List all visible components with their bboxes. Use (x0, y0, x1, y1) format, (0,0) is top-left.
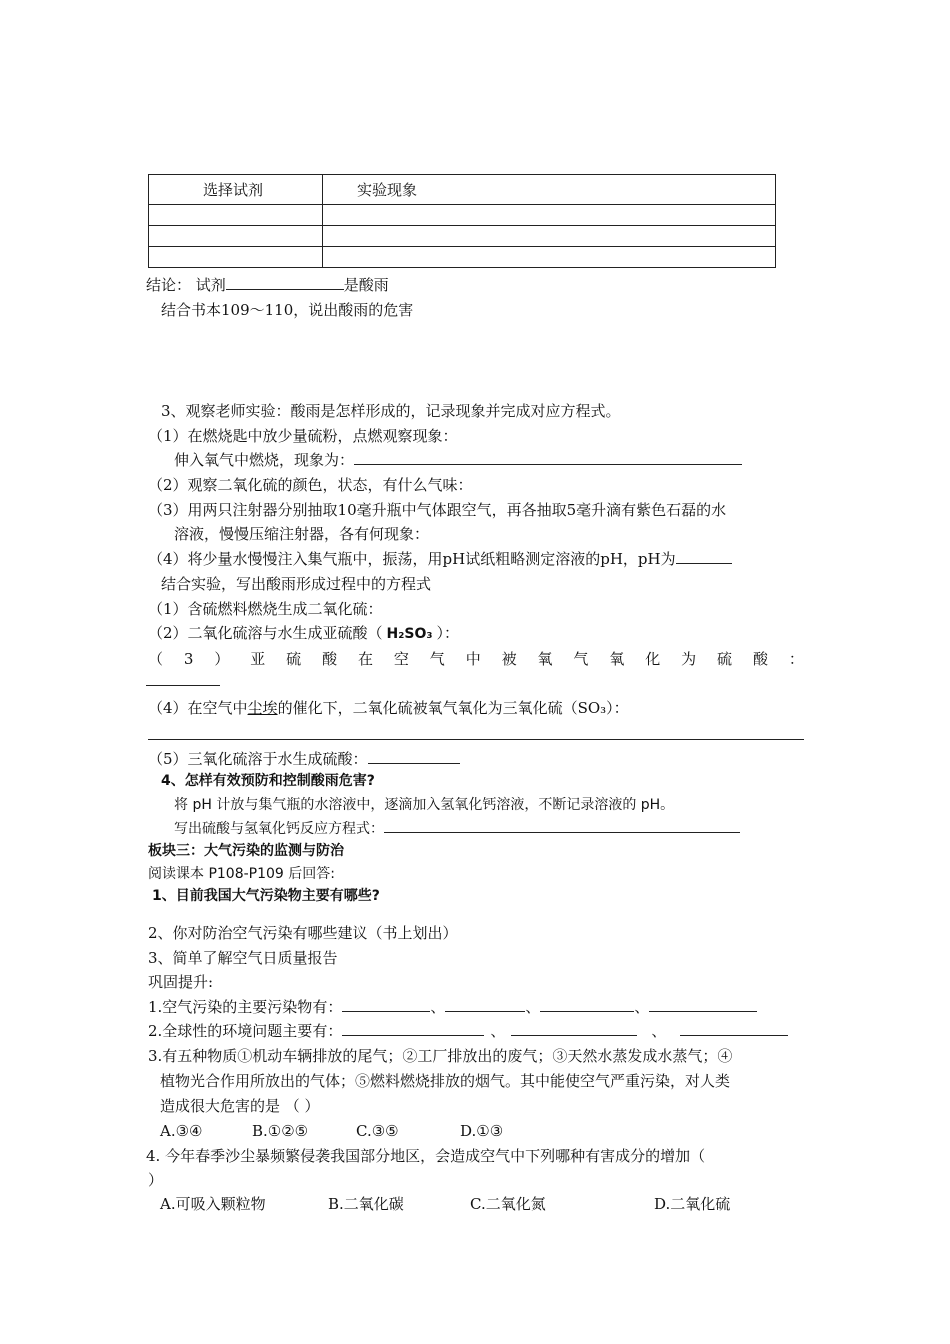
p1-text: 1.空气污染的主要污染物有： (148, 998, 343, 1016)
eq4-a: （4）在空气中 (148, 699, 248, 717)
practice-p3c: 造成很大危害的是 （ ） (160, 1097, 320, 1115)
p3-option-a: A.③④ (160, 1122, 203, 1140)
table-cell (149, 205, 323, 226)
step4-text: （4）将少量水慢慢注入集气瓶中，振荡，用pH试纸粗略测定溶液的pH，pH为 (148, 550, 676, 568)
eq1: （1）含硫燃料燃烧生成二氧化硫： (148, 600, 383, 618)
eq5-blank (368, 749, 460, 764)
eq2-formula: H₂SO₃ (386, 626, 433, 642)
table-row (149, 226, 776, 247)
p1-blank-2 (445, 997, 525, 1012)
practice-p2 (148, 1021, 788, 1041)
experiment-table (148, 174, 776, 268)
p3-option-b: B.①②⑤ (252, 1122, 309, 1140)
eq4-line (148, 698, 629, 718)
eq3-char: 在 (357, 650, 373, 668)
step4-line (148, 549, 732, 569)
block3-q3: 3、简单了解空气日质量报告 (148, 949, 338, 967)
table-header-row (149, 175, 776, 205)
eq2-prefix: （2）二氧化硫溶与水生成亚硫酸（ (148, 624, 383, 642)
step1: （1）在燃烧匙中放少量硫粉，点燃观察现象： (148, 427, 458, 445)
step1b-text: 伸入氧气中燃烧，现象为： (174, 451, 355, 469)
p1-blank-4 (649, 997, 757, 1012)
table-row (149, 205, 776, 226)
section3-title: 3、观察老师实验：酸雨是怎样形成的，记录现象并完成对应方程式。 (161, 402, 621, 420)
eq4-answer-rule (148, 739, 804, 740)
section4-line1: 将 pH 计放与集气瓶的水溶液中，逐滴加入氢氧化钙溶液，不断记录溶液的 pH。 (174, 797, 675, 813)
conclusion-line (146, 275, 389, 295)
conclusion-suffix: 是酸雨 (343, 276, 389, 294)
p2-text: 2.全球性的环境问题主要有： (148, 1022, 343, 1040)
conclusion-blank (226, 275, 344, 290)
practice-p4a: 4. 今年春季沙尘暴频繁侵袭我国部分地区，会造成空气中下列哪种有害成分的增加（ (146, 1147, 706, 1165)
eq3-blank-line (146, 671, 220, 691)
section4-title: 4、怎样有效预防和控制酸雨危害? (161, 773, 375, 789)
eq3-char: 气 (573, 650, 589, 668)
eq3-char: 酸 (322, 650, 338, 668)
table-cell (323, 205, 776, 226)
eq3-char: 酸 (752, 650, 768, 668)
eq2-line (148, 623, 459, 644)
p2-blank-2 (511, 1021, 637, 1036)
eq3-char: 化 (645, 650, 661, 668)
practice-p1 (148, 997, 757, 1017)
table-header-reagent: 选择试剂 (149, 175, 323, 205)
step2: （2）观察二氧化硫的颜色，状态，有什么气味： (148, 476, 473, 494)
step4-blank (676, 549, 732, 564)
eq3-blank (146, 671, 220, 686)
eq3-char: 为 (681, 650, 697, 668)
eq3-char: 亚 (250, 650, 266, 668)
p2-blank-3 (680, 1021, 788, 1036)
eq3-char: 被 (501, 650, 517, 668)
eq3-char: ） (214, 650, 230, 668)
table-cell (149, 247, 323, 268)
table-cell (323, 247, 776, 268)
p2-sep: 、 (490, 1022, 506, 1040)
block3-title: 板块三：大气污染的监测与防治 (148, 843, 344, 859)
section4-line2-blank (384, 818, 740, 833)
p1-blank-1 (342, 997, 430, 1012)
practice-p4b: ） (148, 1171, 164, 1189)
p3-options (160, 1121, 503, 1141)
practice-p3b: 植物光合作用所放出的气体；⑤燃料燃烧排放的烟气。其中能使空气严重污染，对人类 (160, 1072, 731, 1090)
eq3-char: 中 (465, 650, 481, 668)
p2-sep: 、 (651, 1022, 667, 1040)
eq3-char: 空 (393, 650, 409, 668)
eq3-char: ： (788, 650, 804, 668)
section4-line2-text: 写出硫酸与氢氧化钙反应方程式： (174, 821, 384, 837)
table-cell (323, 226, 776, 247)
block3-q2: 2、你对防治空气污染有哪些建议（书上划出） (148, 924, 458, 942)
table-row (149, 247, 776, 268)
block3-read: 阅读课本 P108-P109 后回答: (148, 866, 335, 882)
eq3-char: （ (148, 650, 164, 668)
practice-title: 巩固提升: (148, 973, 214, 991)
eq3-char: 气 (429, 650, 445, 668)
block3-q1: 1、目前我国大气污染物主要有哪些? (152, 888, 380, 904)
eq4-b: 的催化下，二氧化硫被氧气氧化为三氧化硫（SO₃）： (277, 699, 629, 717)
eq3-char: 硫 (717, 650, 733, 668)
p1-sep: 、 (430, 998, 446, 1016)
step3b: 溶液，慢慢压缩注射器，各有何现象： (174, 525, 430, 543)
eq3-char: 氧 (609, 650, 625, 668)
step3a: （3）用两只注射器分别抽取10毫升瓶中气体跟空气，再各抽取5毫升滴有紫色石磊的水 (148, 501, 727, 519)
eq4-dust: 尘埃 (247, 699, 278, 717)
p4-options (160, 1194, 730, 1214)
p1-sep: 、 (634, 998, 650, 1016)
p3-option-d: D.①③ (460, 1122, 504, 1140)
combine-note: 结合实验，写出酸雨形成过程中的方程式 (161, 575, 432, 593)
eq5-text: （5）三氧化硫溶于水生成硫酸： (148, 750, 368, 768)
p1-sep: 、 (525, 998, 541, 1016)
conclusion-prefix: 结论： 试剂 (146, 276, 226, 294)
p1-blank-3 (540, 997, 634, 1012)
p4-option-a: A.可吸入颗粒物 (160, 1195, 266, 1213)
practice-p3a: 3.有五种物质①机动车辆排放的尾气；②工厂排放出的废气；③天然水蒸发成水蒸气；④ (148, 1047, 733, 1065)
book-note: 结合书本109～110，说出酸雨的危害 (161, 301, 414, 319)
section4-line2 (174, 818, 740, 839)
table-header-phenomenon: 实验现象 (323, 175, 776, 205)
step1b-line (174, 450, 742, 470)
step1b-blank (354, 450, 742, 465)
p4-option-c: C.二氧化氮 (470, 1195, 546, 1213)
eq3-char: 硫 (286, 650, 302, 668)
p4-option-b: B.二氧化碳 (328, 1195, 404, 1213)
eq3-char: 氧 (537, 650, 553, 668)
eq3-char: 3 (183, 650, 194, 668)
eq5-line (148, 749, 460, 769)
p2-blank-1 (342, 1021, 484, 1036)
table-cell (149, 226, 323, 247)
p4-option-d: D.二氧化硫 (654, 1195, 731, 1213)
p3-option-c: C.③⑤ (356, 1122, 399, 1140)
eq2-suffix: ）： (436, 624, 460, 642)
eq3-line (148, 649, 804, 669)
